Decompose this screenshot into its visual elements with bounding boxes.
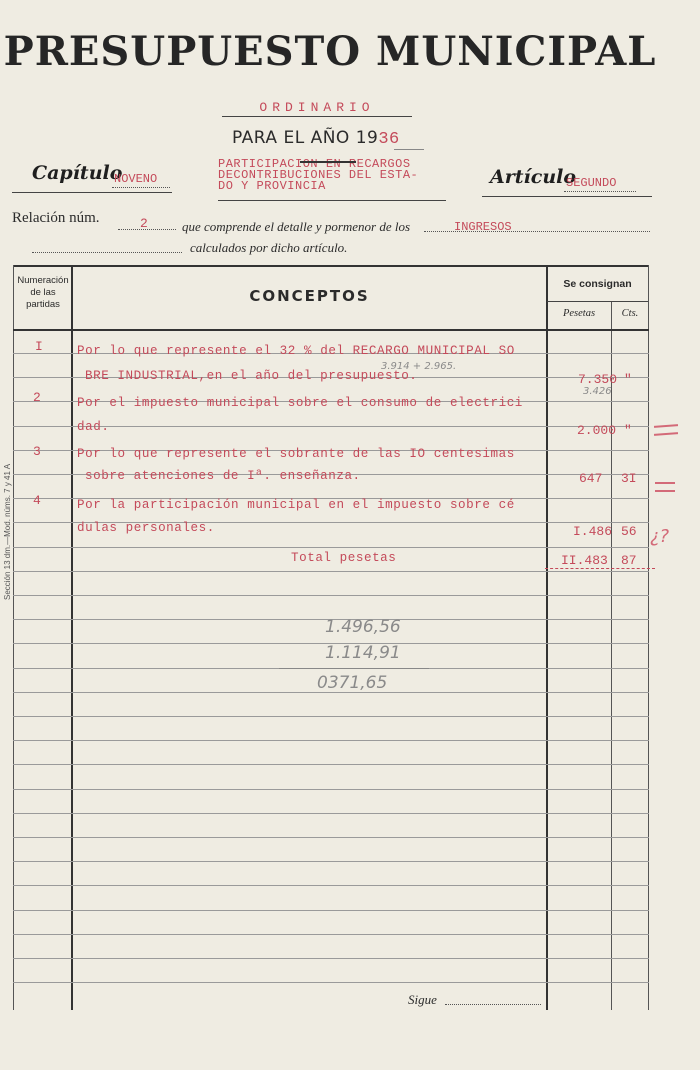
- ruled-line: [13, 982, 649, 983]
- margin-red-mark-2b: [655, 490, 675, 492]
- total-label: Total pesetas: [291, 551, 397, 565]
- ordinario-underline: [222, 116, 412, 117]
- entry-4-pesetas: I.486: [573, 524, 613, 539]
- entry-4-line-1: Por la participación municipal en el impuesto sobre cé: [77, 498, 515, 512]
- ruled-line: [13, 885, 649, 886]
- ruled-line: [13, 764, 649, 765]
- ruled-line: [13, 571, 649, 572]
- table-top-rule: [13, 265, 649, 267]
- para-el-ano-prefix: PARA EL AÑO 19: [232, 128, 379, 148]
- entry-4-line-2: dulas personales.: [77, 521, 215, 535]
- col-num-header-line-3: partidas: [26, 299, 60, 310]
- subtitle-line-3: DO Y PROVINCIA: [218, 179, 326, 193]
- side-print-note: Sección 13 dm.—Mod. núms. 7 y 41 A: [3, 463, 12, 600]
- ruled-line: [13, 740, 649, 741]
- articulo-label: Artículo: [490, 166, 577, 188]
- capitulo-rule: [12, 192, 172, 193]
- entry-2-line-2: dad.: [77, 420, 110, 434]
- entry-1-line-2: BRE INDUSTRIAL,en el año del presupuesto.: [85, 369, 418, 383]
- relacion-text-2: calculados por dicho artículo.: [190, 240, 348, 255]
- ordinario-label: ORDINARIO: [259, 100, 375, 115]
- pencil-note-row2: 3.426: [583, 386, 612, 397]
- ruled-line: [13, 934, 649, 935]
- sigue-dots: [445, 1004, 541, 1005]
- entry-1-cts: ": [624, 372, 632, 387]
- capitulo-label: Capítulo: [32, 162, 123, 184]
- consignan-rule: [547, 301, 648, 302]
- ruled-line: [13, 910, 649, 911]
- ruled-line: [13, 789, 649, 790]
- entry-2-line-1: Por el impuesto municipal sobre el consumo de electrici: [77, 396, 523, 410]
- col-pesetas-header: Pesetas: [562, 308, 596, 319]
- ruled-line: [13, 813, 649, 814]
- relacion-line2-dots: [32, 252, 182, 253]
- relacion-label: Relación núm.: [12, 210, 100, 226]
- entry-1-num: I: [35, 339, 43, 354]
- entry-1-line-1: Por lo que represente el 32 % del RECARGO MUNICIPAL SO: [77, 344, 515, 358]
- subtitle-line-2: DECONTRIBUCIONES DEL ESTA-: [218, 168, 419, 182]
- total-red-rule: [545, 568, 655, 569]
- articulo-dots: [564, 191, 636, 192]
- entry-3-pesetas: 647: [579, 471, 603, 486]
- pencil-calc-3: 0371,65: [317, 673, 388, 693]
- entry-3-line-1: Por lo que represente el sobrante de las IO centesimas: [77, 447, 515, 461]
- ruled-line: [13, 595, 649, 596]
- margin-red-mark-1b: [654, 432, 678, 436]
- pencil-calc-1: 1.496,56: [325, 617, 401, 637]
- total-pesetas: II.483: [561, 553, 608, 568]
- col-pesetas-divider: [611, 301, 612, 1010]
- entry-2-pesetas: 2.000: [577, 423, 617, 438]
- sigue-label: Sigue: [408, 992, 437, 1007]
- ruled-line: [13, 547, 649, 548]
- total-cts: 87: [621, 553, 637, 568]
- entry-2-num: 2: [33, 390, 41, 405]
- pencil-calc-2: 1.114,91: [325, 643, 401, 663]
- pencil-calc-rule: [279, 668, 429, 669]
- relacion-number: 2: [140, 216, 148, 231]
- page-title: PRESUPUESTO MUNICIPAL: [3, 28, 657, 75]
- articulo-value: SEGUNDO: [566, 176, 617, 190]
- entry-2-cts: ": [624, 423, 632, 438]
- col-num-header-line-2: de las: [30, 287, 56, 298]
- subtitle-block: [218, 159, 418, 192]
- entry-3-cts: 3I: [621, 471, 637, 486]
- articulo-rule: [482, 196, 652, 197]
- subtitle-rule: [218, 200, 446, 201]
- capitulo-dots: [112, 187, 170, 188]
- ruled-line: [13, 958, 649, 959]
- margin-red-mark-1a: [654, 424, 678, 428]
- header-bottom-rule: [13, 329, 649, 331]
- para-el-ano: [232, 128, 400, 149]
- relacion-value: INGRESOS: [454, 220, 512, 234]
- ruled-line: [13, 837, 649, 838]
- margin-red-question: ¿?: [650, 526, 670, 547]
- margin-red-mark-2a: [655, 482, 675, 484]
- entry-4-cts: 56: [621, 524, 637, 539]
- entry-4-num: 4: [33, 493, 41, 508]
- relacion-text-1: que comprende el detalle y pormenor de los: [182, 219, 411, 234]
- ruled-line: [13, 861, 649, 862]
- subtitle-line-1: PARTICIPACION EN RECARGOS: [218, 157, 411, 171]
- entry-3-num: 3: [33, 444, 41, 459]
- entry-3-line-2: sobre atenciones de Iª. enseñanza.: [85, 469, 361, 483]
- col-consignan-header: Se consignan: [563, 278, 632, 290]
- col-cts-header: Cts.: [621, 308, 639, 319]
- col-num-header: [15, 275, 71, 311]
- col-num-header-line-1: Numeración: [17, 275, 69, 286]
- budget-table: [13, 265, 651, 1010]
- year-suffix: 36: [378, 130, 400, 149]
- pencil-note-row1: 3.914 + 2.965.: [381, 361, 457, 372]
- ruled-line: [13, 716, 649, 717]
- capitulo-value: NOVENO: [114, 172, 158, 186]
- subtitle-ink-stroke: [300, 161, 356, 163]
- year-underline: [394, 149, 424, 150]
- entry-1-pesetas: 7.350: [578, 372, 618, 387]
- col-concept-header: CONCEPTOS: [249, 287, 370, 305]
